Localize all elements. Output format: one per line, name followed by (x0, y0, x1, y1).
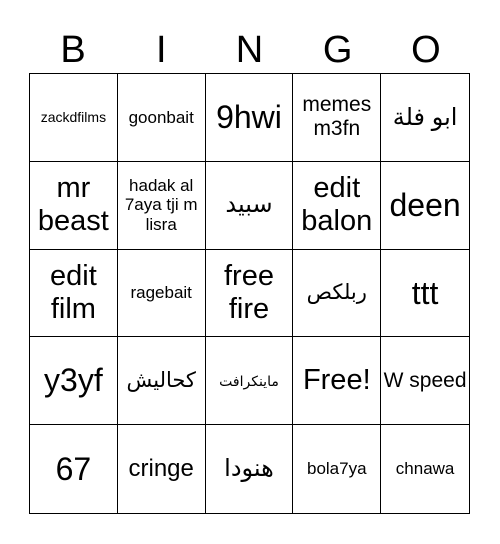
bingo-cell[interactable] (293, 425, 381, 513)
cell-label: mr beast (37, 171, 109, 238)
cell-label: ماينكرافت (219, 372, 279, 389)
cell-label: cringe (128, 455, 194, 483)
bingo-cell[interactable] (381, 337, 469, 425)
bingo-cell[interactable] (293, 74, 381, 162)
bingo-cell[interactable] (206, 337, 294, 425)
bingo-cell[interactable] (118, 337, 206, 425)
cell-label: سبيد (225, 191, 273, 219)
cell-label: goonbait (128, 107, 194, 127)
cell-label: 9hwi (216, 99, 282, 135)
bingo-cell[interactable] (293, 162, 381, 250)
header-letter-o: O (411, 29, 441, 71)
cell-label: 67 (55, 450, 92, 487)
bingo-grid (29, 73, 470, 514)
cell-label: zackdfilms (40, 109, 107, 126)
cell-label: كحاليش (126, 368, 196, 392)
cell-label: ربلكص (306, 280, 367, 304)
bingo-cell[interactable] (30, 337, 118, 425)
header-letter-i: I (156, 29, 167, 71)
bingo-cell[interactable] (381, 74, 469, 162)
cell-label: deen (389, 186, 461, 223)
cell-label: ttt (411, 274, 439, 311)
bingo-cell[interactable] (381, 425, 469, 513)
header-letter-g: G (322, 29, 353, 71)
cell-label: edit balon (301, 171, 373, 238)
cell-label: هنودا (224, 455, 274, 483)
header-letter-b: B (60, 29, 86, 71)
cell-label: ragebait (130, 283, 192, 303)
bingo-cell[interactable] (206, 425, 294, 513)
bingo-cell[interactable] (381, 162, 469, 250)
cell-label: hadak al 7aya tji m lisra (124, 175, 198, 234)
bingo-cell[interactable] (30, 250, 118, 338)
bingo-cell[interactable] (293, 250, 381, 338)
cell-label: edit film (50, 259, 97, 325)
header-letter-n: N (235, 29, 264, 71)
bingo-cell[interactable] (30, 74, 118, 162)
bingo-cell[interactable] (30, 162, 118, 250)
cell-label: memes m3fn (302, 93, 372, 141)
cell-label: bola7ya (307, 459, 367, 479)
bingo-cell[interactable] (206, 250, 294, 338)
cell-label: Free! (302, 364, 371, 397)
cell-label: W speed (383, 368, 467, 392)
cell-label: free fire (224, 259, 274, 325)
bingo-cell[interactable] (118, 162, 206, 250)
cell-label: y3yf (44, 362, 103, 399)
bingo-cell-free-space[interactable] (293, 337, 381, 425)
bingo-cell[interactable] (206, 74, 294, 162)
bingo-header (29, 26, 470, 74)
cell-label: chnawa (395, 459, 455, 479)
bingo-cell[interactable] (118, 425, 206, 513)
bingo-cell[interactable] (30, 425, 118, 513)
bingo-cell[interactable] (206, 162, 294, 250)
bingo-cell[interactable] (118, 74, 206, 162)
bingo-cell[interactable] (118, 250, 206, 338)
bingo-cell[interactable] (381, 250, 469, 338)
cell-label: ابو فلة (392, 103, 458, 131)
